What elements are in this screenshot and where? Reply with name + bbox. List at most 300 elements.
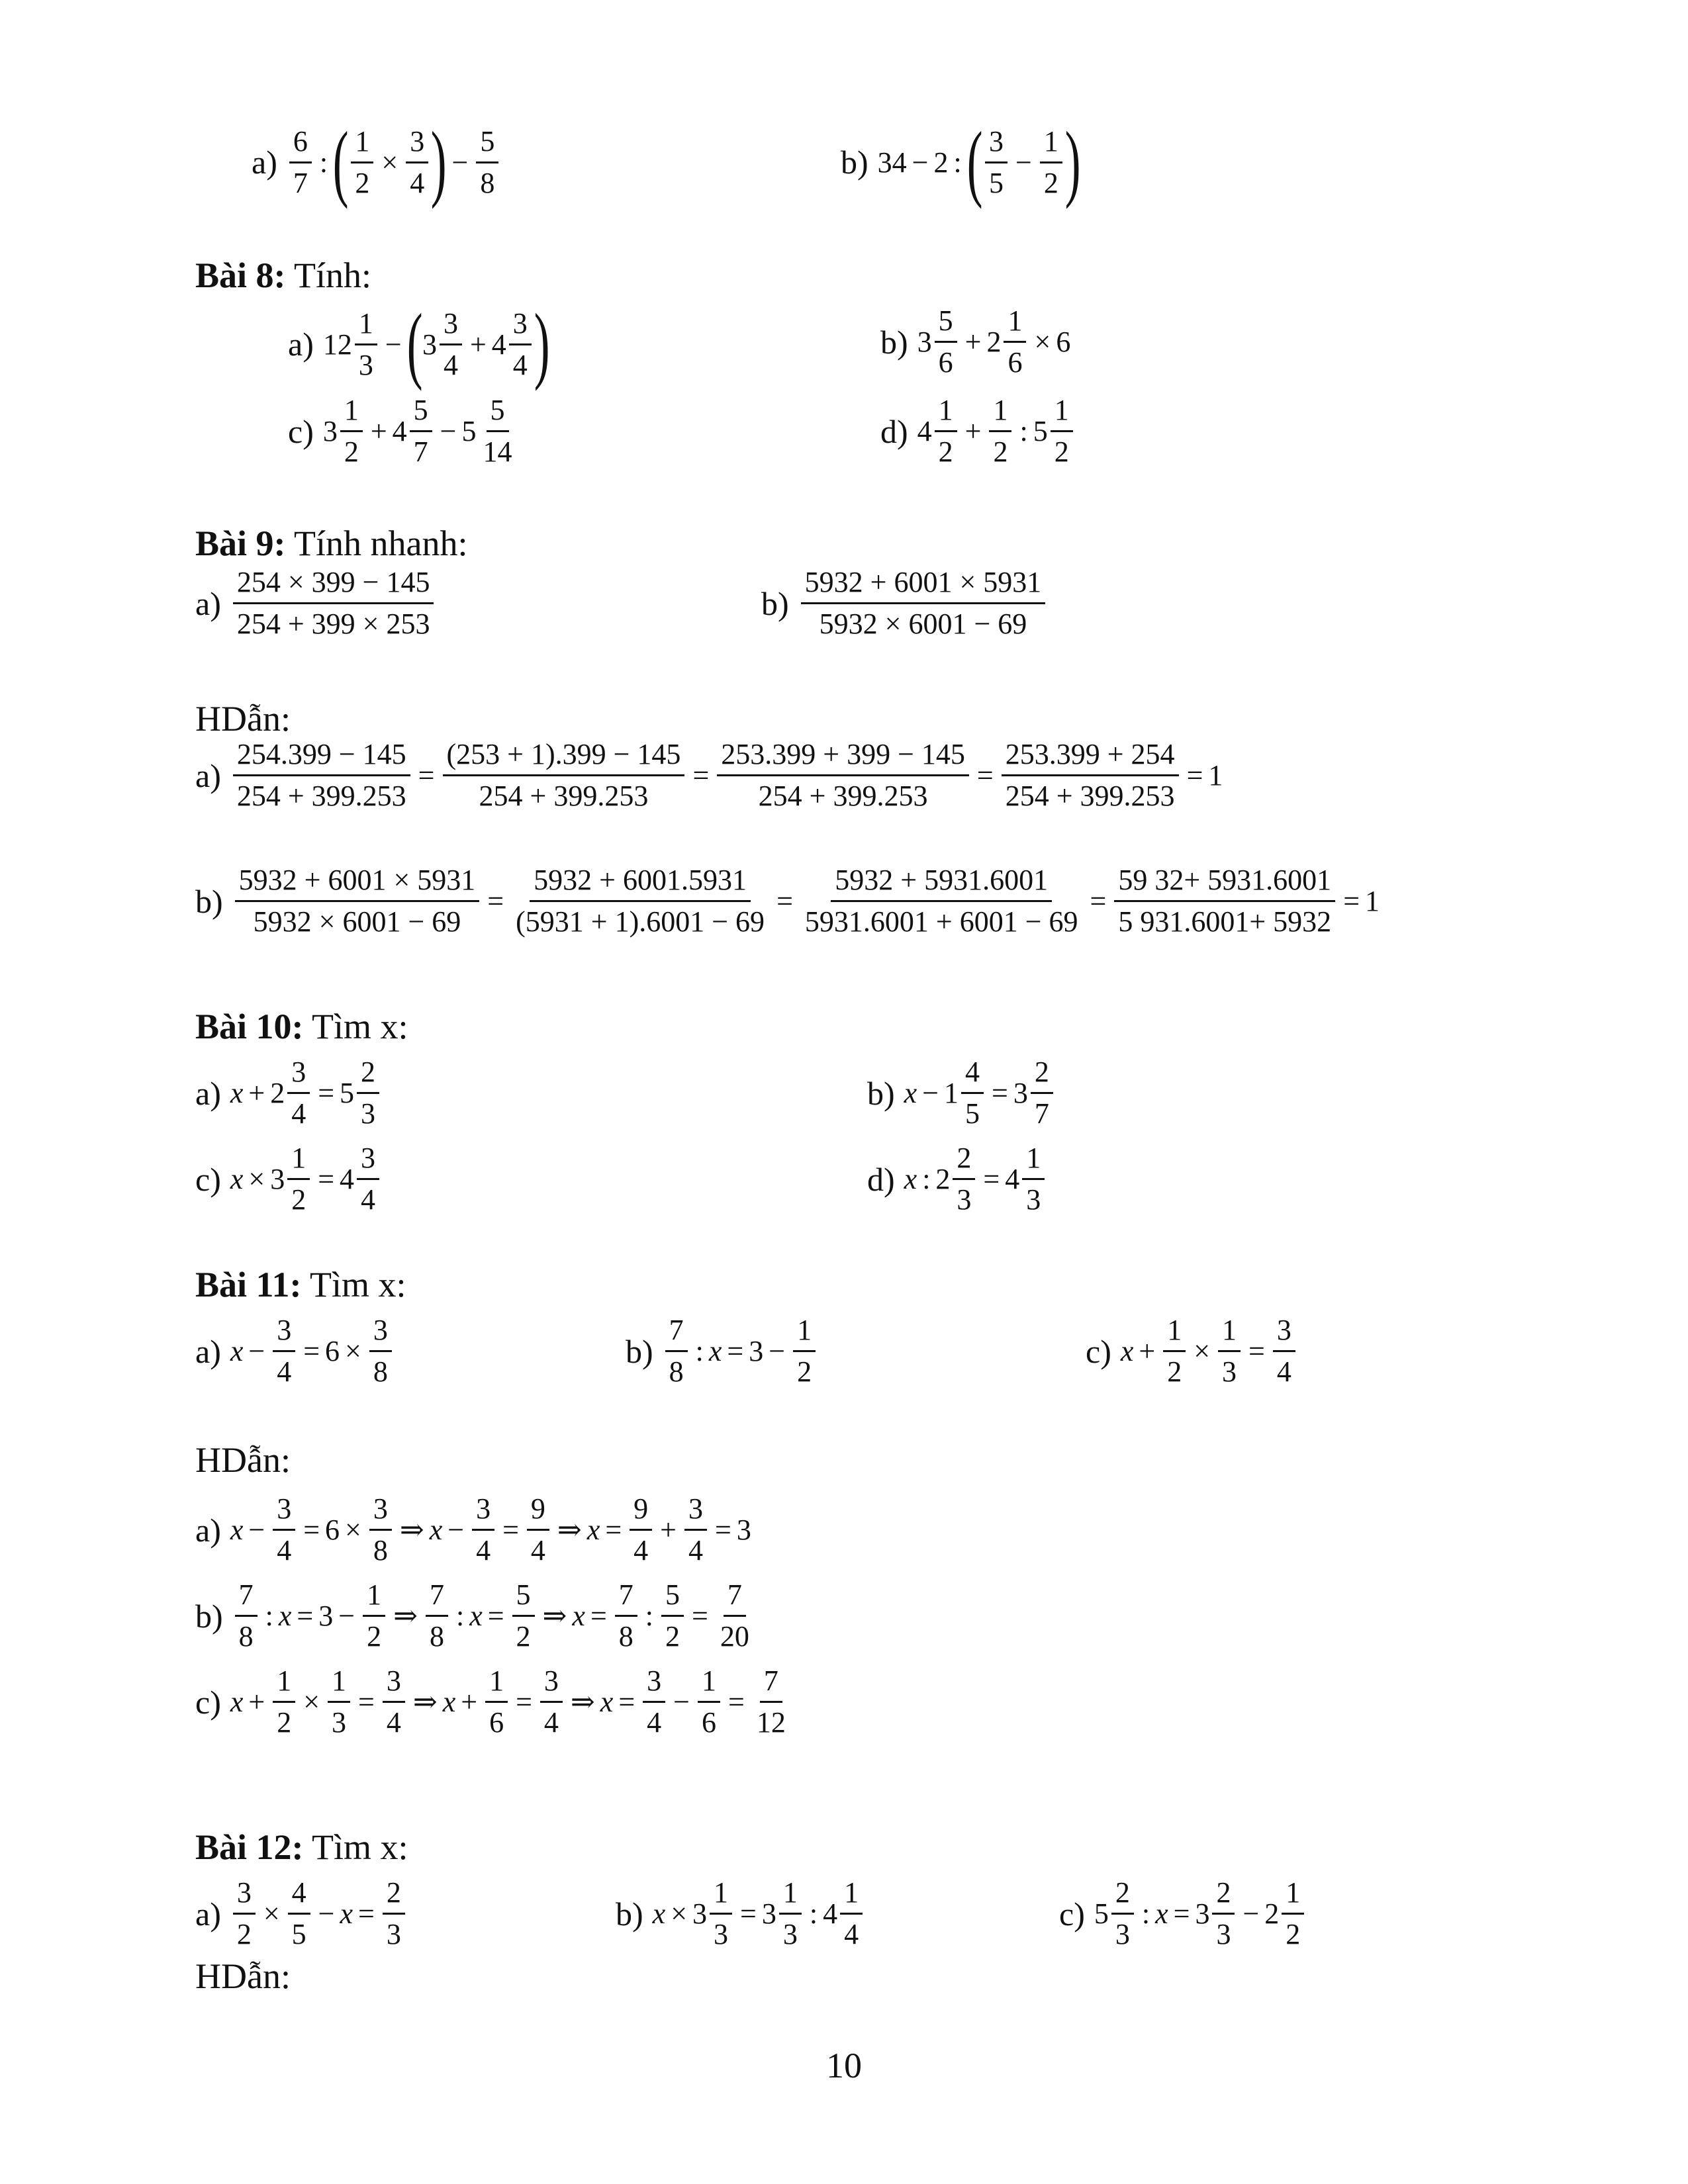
operator: + xyxy=(461,1686,478,1718)
denominator: 254 + 399 × 253 xyxy=(236,608,430,640)
denominator: 4 xyxy=(476,1534,491,1567)
operator: − xyxy=(912,146,929,179)
denominator: 2 xyxy=(665,1620,680,1653)
item-label: b) xyxy=(616,1895,643,1933)
item-label: b) xyxy=(626,1332,653,1370)
numerator: 2 xyxy=(383,1873,405,1915)
numerator: 7 xyxy=(665,1310,688,1352)
bai12-title xyxy=(195,1827,408,1868)
bai8-title xyxy=(195,255,371,296)
operator: × xyxy=(248,1163,265,1195)
operator: = xyxy=(516,1686,532,1718)
math-text: Tìm x: xyxy=(303,1827,408,1867)
denominator: 4 xyxy=(410,166,425,199)
operator: : xyxy=(695,1335,704,1367)
denominator: 14 xyxy=(483,435,512,468)
operator: × xyxy=(1194,1335,1211,1367)
expression xyxy=(653,1873,865,1954)
fraction xyxy=(643,1661,665,1743)
bai9-a xyxy=(195,563,436,644)
operator: × xyxy=(345,1335,361,1367)
variable-x: x xyxy=(652,1897,666,1930)
operator: − xyxy=(338,1600,355,1632)
bai10-a xyxy=(195,1052,382,1134)
numerator: 253.399 + 399 − 145 xyxy=(717,735,969,776)
item-label: a) xyxy=(195,1895,221,1933)
operator: − xyxy=(385,328,402,361)
numerator: 3 xyxy=(472,1489,494,1531)
item-label: b) xyxy=(761,584,789,622)
fraction xyxy=(512,860,769,942)
item-label: c) xyxy=(195,1683,221,1721)
numerator: 7 xyxy=(615,1575,637,1617)
expression xyxy=(798,563,1049,644)
fraction xyxy=(753,1661,790,1743)
bai11-a xyxy=(195,1310,395,1392)
hd11-b xyxy=(195,1575,756,1657)
denominator: 8 xyxy=(669,1355,684,1388)
bai10-d xyxy=(867,1138,1047,1220)
math-text: Tính nhanh: xyxy=(285,523,468,563)
expression xyxy=(287,114,501,210)
fraction xyxy=(1273,1310,1295,1392)
item-label: a) xyxy=(288,326,314,363)
numerator: 3 xyxy=(273,1489,295,1531)
expression xyxy=(230,1489,751,1570)
denominator: 4 xyxy=(512,348,528,381)
fraction xyxy=(479,390,516,472)
denominator: 8 xyxy=(618,1620,633,1653)
math-text: 3 xyxy=(422,328,437,361)
math-text: 3 xyxy=(692,1897,708,1930)
math-text: 4 xyxy=(917,415,932,447)
hdan-label: HDẫn: xyxy=(195,1956,291,1996)
operator: = xyxy=(303,1514,320,1546)
expression xyxy=(917,390,1076,472)
denominator: 4 xyxy=(688,1534,703,1567)
numerator: 5 xyxy=(410,390,432,432)
denominator: 3 xyxy=(386,1918,401,1950)
fraction xyxy=(287,1138,310,1220)
operator: : xyxy=(1019,415,1028,447)
fraction xyxy=(1022,1138,1045,1220)
operator: − xyxy=(318,1897,335,1930)
operator: : xyxy=(319,146,328,179)
fraction xyxy=(426,1575,448,1657)
fraction xyxy=(476,122,498,203)
bai10-c xyxy=(195,1138,382,1220)
fraction xyxy=(235,1575,258,1657)
operator: ⇒ xyxy=(399,1514,424,1546)
fraction xyxy=(363,1575,385,1657)
numerator: 7 xyxy=(235,1575,258,1617)
denominator: 4 xyxy=(543,1706,559,1739)
denominator: 3 xyxy=(714,1918,729,1950)
fraction xyxy=(935,390,957,472)
numerator: 3 xyxy=(273,1310,295,1352)
expression xyxy=(230,1052,382,1134)
numerator: 1 xyxy=(273,1661,295,1703)
denominator: 5 xyxy=(989,166,1004,199)
denominator: 6 xyxy=(489,1706,504,1739)
denominator: 254 + 399.253 xyxy=(758,780,928,812)
numerator: 3 xyxy=(369,1489,392,1531)
fraction xyxy=(540,1661,563,1743)
variable-x: x xyxy=(572,1600,585,1632)
math-text: 1 xyxy=(944,1077,959,1109)
denominator: 12 xyxy=(756,1706,786,1739)
operator: − xyxy=(447,1514,465,1546)
bai12-c xyxy=(1059,1873,1307,1954)
fraction xyxy=(665,1310,688,1392)
operator: ⇒ xyxy=(412,1686,438,1718)
bai7-a xyxy=(252,114,501,210)
operator: × xyxy=(303,1686,320,1718)
numerator: 1 xyxy=(287,1138,310,1180)
denominator: 2 xyxy=(797,1355,812,1388)
denominator: 2 xyxy=(236,1918,252,1950)
expression xyxy=(663,1310,818,1392)
operator: = xyxy=(1090,885,1107,917)
denominator: 3 xyxy=(332,1706,347,1739)
variable-x: x xyxy=(230,1077,244,1109)
fraction xyxy=(287,1052,310,1134)
math-text: 2 xyxy=(1264,1897,1280,1930)
fraction xyxy=(383,1661,405,1743)
operator: − xyxy=(440,415,457,447)
fraction xyxy=(989,390,1011,472)
fraction xyxy=(801,563,1046,644)
fraction xyxy=(710,1873,732,1954)
math-text: Tính: xyxy=(285,255,372,295)
denominator: 4 xyxy=(361,1183,376,1216)
hd9-a xyxy=(195,735,1223,816)
denominator: 5932 × 6001 − 69 xyxy=(253,905,461,938)
numerator: 1 xyxy=(793,1310,816,1352)
bai8-c xyxy=(288,390,519,472)
hd11-a xyxy=(195,1489,751,1570)
fraction xyxy=(527,1489,549,1570)
numerator: 59 32+ 5931.6001 xyxy=(1114,860,1335,902)
math-text: 6 xyxy=(325,1514,340,1546)
operator: − xyxy=(769,1335,786,1367)
item-label: c) xyxy=(1059,1895,1085,1933)
item-label: a) xyxy=(195,756,221,794)
operator: = xyxy=(418,759,435,792)
numerator: 3 xyxy=(383,1661,405,1703)
numerator: 1 xyxy=(710,1873,732,1915)
fraction xyxy=(961,1052,984,1134)
numerator: 7 xyxy=(426,1575,448,1617)
variable-x: x xyxy=(230,1514,244,1546)
fraction xyxy=(357,1052,379,1134)
title-bold: Bài 9: xyxy=(195,523,286,563)
denominator: 7 xyxy=(1034,1097,1049,1130)
numerator: 5932 + 6001 × 5931 xyxy=(801,563,1046,604)
math-text: 3 xyxy=(917,326,932,358)
operator: = xyxy=(318,1163,335,1195)
numerator: 1 xyxy=(698,1661,720,1703)
variable-x: x xyxy=(230,1686,244,1718)
operator: = xyxy=(502,1514,519,1546)
numerator: 1 xyxy=(840,1873,863,1915)
operator: − xyxy=(673,1686,690,1718)
operator: − xyxy=(248,1514,265,1546)
fraction xyxy=(716,1575,753,1657)
item-label: d) xyxy=(867,1160,895,1198)
fraction xyxy=(288,1873,310,1954)
bai10-b xyxy=(867,1052,1056,1134)
item-label: a) xyxy=(195,1332,221,1370)
operator: − xyxy=(1243,1897,1260,1930)
denominator: 2 xyxy=(938,435,953,468)
numerator: 5932 + 6001.5931 xyxy=(530,860,751,902)
denominator: 8 xyxy=(238,1620,254,1653)
operator: = xyxy=(727,1335,744,1367)
expression xyxy=(230,1661,792,1743)
parenthesis: ( xyxy=(406,296,423,392)
denominator: 2 xyxy=(344,435,359,468)
operator: = xyxy=(487,1600,504,1632)
fraction xyxy=(630,1489,652,1570)
denominator: 3 xyxy=(1222,1355,1237,1388)
expression xyxy=(1094,1873,1307,1954)
operator: : xyxy=(953,146,962,179)
math-text: 34 xyxy=(877,146,907,179)
denominator: 2 xyxy=(1167,1355,1182,1388)
operator: : xyxy=(922,1163,931,1195)
denominator: 3 xyxy=(1115,1918,1130,1950)
fraction xyxy=(472,1489,494,1570)
math-text: 2 xyxy=(986,326,1002,358)
denominator: 2 xyxy=(277,1706,292,1739)
operator: = xyxy=(1173,1897,1190,1930)
fraction xyxy=(717,735,969,816)
expression xyxy=(232,860,1380,942)
denominator: 2 xyxy=(355,166,370,199)
numerator: 4 xyxy=(288,1873,310,1915)
math-text: 6 xyxy=(1056,326,1071,358)
operator: = xyxy=(976,759,994,792)
fraction xyxy=(406,122,428,203)
fraction xyxy=(935,301,957,383)
bai12-a xyxy=(195,1873,408,1954)
denominator: 2 xyxy=(993,435,1008,468)
denominator: 4 xyxy=(530,1534,545,1567)
fraction xyxy=(351,122,373,203)
denominator: 5 931.6001+ 5932 xyxy=(1118,905,1332,938)
denominator: 3 xyxy=(1026,1183,1041,1216)
expression xyxy=(322,296,550,392)
page-number: 10 xyxy=(826,2046,862,2085)
operator: + xyxy=(1139,1335,1156,1367)
numerator: 1 xyxy=(340,390,363,432)
hdan-label: HDẫn: xyxy=(195,1440,291,1480)
operator: − xyxy=(451,146,469,179)
fraction xyxy=(233,563,434,644)
title-bold: Bài 8: xyxy=(195,255,286,295)
numerator: 3 xyxy=(406,122,428,163)
denominator: 3 xyxy=(957,1183,972,1216)
bai8-a xyxy=(288,296,550,392)
numerator: 3 xyxy=(1273,1310,1295,1352)
numerator: 2 xyxy=(1111,1873,1134,1915)
item-label: a) xyxy=(252,144,277,181)
numerator: 1 xyxy=(1282,1873,1304,1915)
numerator: 1 xyxy=(935,390,957,432)
bai12-b xyxy=(616,1873,865,1954)
operator: : xyxy=(265,1600,273,1632)
numerator: 3 xyxy=(233,1873,256,1915)
operator: × xyxy=(381,146,399,179)
expression xyxy=(230,1873,408,1954)
numerator: 1 xyxy=(363,1575,385,1617)
denominator: 7 xyxy=(293,166,308,199)
bai10-title xyxy=(195,1006,408,1047)
math-text: 3 xyxy=(1195,1897,1210,1930)
variable-x: x xyxy=(230,1163,244,1195)
operator: = xyxy=(692,759,710,792)
bai11-title xyxy=(195,1264,406,1305)
numerator: 3 xyxy=(287,1052,310,1094)
numerator: 4 xyxy=(961,1052,984,1094)
fraction xyxy=(1212,1873,1235,1954)
expression xyxy=(232,1575,756,1657)
expression xyxy=(230,735,1223,816)
operator: = xyxy=(303,1335,320,1367)
numerator: 6 xyxy=(289,122,312,163)
operator: + xyxy=(248,1077,265,1109)
fraction xyxy=(485,1661,508,1743)
title-bold: Bài 12: xyxy=(195,1827,304,1867)
expression xyxy=(323,390,519,472)
fraction xyxy=(328,1661,350,1743)
fraction xyxy=(369,1489,392,1570)
variable-x: x xyxy=(708,1335,722,1367)
fraction xyxy=(1002,735,1179,816)
denominator: 3 xyxy=(361,1097,376,1130)
numerator: 1 xyxy=(1004,301,1026,343)
numerator: 1 xyxy=(1163,1310,1186,1352)
operator: = xyxy=(1248,1335,1265,1367)
operator: ⇒ xyxy=(393,1600,418,1632)
denominator: 4 xyxy=(633,1534,649,1567)
numerator: 254 × 399 − 145 xyxy=(233,563,434,604)
denominator: 6 xyxy=(1008,346,1023,379)
bai7-b xyxy=(841,114,1081,210)
denominator: 4 xyxy=(443,348,458,381)
operator: : xyxy=(455,1600,465,1632)
denominator: 2 xyxy=(291,1183,306,1216)
numerator: 2 xyxy=(1212,1873,1235,1915)
denominator: 7 xyxy=(413,435,428,468)
operator: + xyxy=(248,1686,265,1718)
denominator: 6 xyxy=(701,1706,716,1739)
fraction xyxy=(801,860,1082,942)
numerator: (253 + 1).399 − 145 xyxy=(443,735,685,776)
numerator: 1 xyxy=(989,390,1011,432)
operator: + xyxy=(370,415,387,447)
operator: − xyxy=(1015,146,1032,179)
denominator: 4 xyxy=(291,1097,306,1130)
expression xyxy=(230,1310,395,1392)
item-label: a) xyxy=(195,1074,221,1112)
numerator: 1 xyxy=(779,1873,802,1915)
expression xyxy=(917,301,1071,383)
operator: − xyxy=(922,1077,939,1109)
operator: = xyxy=(318,1077,335,1109)
expression xyxy=(230,1138,382,1220)
math-text: 4 xyxy=(1005,1163,1020,1195)
fraction xyxy=(1114,860,1335,942)
denominator: 3 xyxy=(1216,1918,1231,1950)
bai11-b xyxy=(626,1310,818,1392)
operator: = xyxy=(487,885,504,917)
operator: = xyxy=(1186,759,1203,792)
math-text: 5 xyxy=(1094,1897,1109,1930)
denominator: (5931 + 1).6001 − 69 xyxy=(516,905,765,938)
expression xyxy=(230,563,437,644)
item-label: b) xyxy=(867,1074,895,1112)
denominator: 2 xyxy=(1054,435,1069,468)
math-text: 12 xyxy=(322,328,352,361)
fraction xyxy=(410,390,432,472)
fraction xyxy=(233,735,410,816)
denominator: 5931.6001 + 6001 − 69 xyxy=(804,905,1078,938)
math-text: 3 xyxy=(736,1514,751,1546)
fraction xyxy=(273,1489,295,1570)
numerator: 3 xyxy=(509,304,532,345)
numerator: 2 xyxy=(953,1138,975,1180)
fraction xyxy=(509,304,532,385)
numerator: 1 xyxy=(328,1661,350,1703)
variable-x: x xyxy=(230,1335,244,1367)
fraction xyxy=(953,1138,975,1220)
numerator: 3 xyxy=(540,1661,563,1703)
numerator: 3 xyxy=(684,1489,707,1531)
item-label: b) xyxy=(841,144,868,181)
numerator: 3 xyxy=(985,122,1008,163)
operator: − xyxy=(248,1335,265,1367)
numerator: 5 xyxy=(661,1575,684,1617)
math-text: 4 xyxy=(823,1897,838,1930)
fraction xyxy=(273,1310,295,1392)
variable-x: x xyxy=(278,1600,292,1632)
math-text: 1 xyxy=(1208,759,1223,792)
fraction xyxy=(355,304,377,385)
denominator: 8 xyxy=(373,1534,388,1567)
item-label: a) xyxy=(195,584,221,622)
bai8-d xyxy=(880,390,1076,472)
fraction xyxy=(985,122,1008,203)
operator: = xyxy=(727,1686,745,1718)
fraction xyxy=(684,1489,707,1570)
operator: = xyxy=(692,1600,708,1632)
numerator: 1 xyxy=(1218,1310,1241,1352)
fraction xyxy=(1051,390,1073,472)
fraction xyxy=(1040,122,1062,203)
operator: = xyxy=(358,1897,375,1930)
fraction xyxy=(615,1575,637,1657)
denominator: 6 xyxy=(938,346,953,379)
numerator: 3 xyxy=(357,1138,379,1180)
operator: : xyxy=(1141,1897,1150,1930)
operator: = xyxy=(740,1897,757,1930)
variable-x: x xyxy=(340,1897,353,1930)
denominator: 4 xyxy=(1276,1355,1291,1388)
item-label: d) xyxy=(880,412,908,450)
denominator: 4 xyxy=(386,1706,401,1739)
